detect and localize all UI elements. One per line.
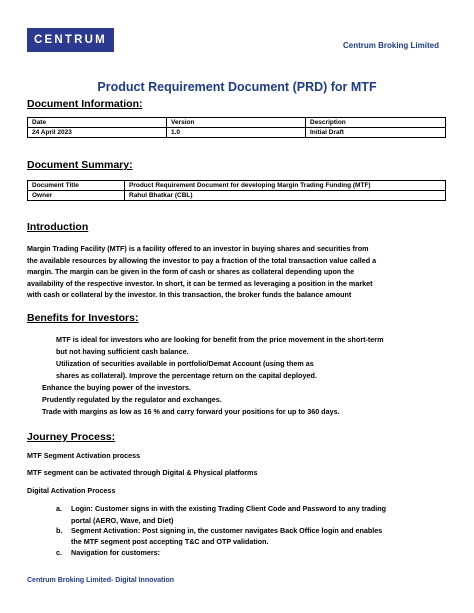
introduction-heading: Introduction — [27, 221, 89, 233]
journey-heading: Journey Process: — [27, 431, 116, 443]
table-cell: Product Requirement Document for developing Margin Trading Funding (MTF) — [125, 181, 446, 191]
table-header-cell: Date — [28, 118, 167, 128]
paragraph-line: the available resources by allowing the investor to pay a fraction of the total transaction value called a — [27, 255, 377, 265]
table-cell: Initial Draft — [306, 128, 446, 138]
table-cell: Rahul Bhatkar (CBL) — [125, 191, 446, 201]
journey-paragraph: MTF segment can be activated through Digital & Physical platforms — [27, 468, 258, 477]
benefit-line: Prudently regulated by the regulator and exchanges. — [42, 395, 222, 404]
doc-summary-heading: Document Summary: — [27, 159, 133, 171]
journey-paragraph: Digital Activation Process — [27, 486, 116, 495]
paragraph-line: availability of the respective investor. In short, it can be termed as leveraging a position in the market — [27, 278, 373, 288]
doc-info-table — [27, 117, 446, 138]
centrum-logo — [27, 28, 114, 52]
list-item-line: the MTF segment post accepting T&C and OTP validation. — [71, 537, 269, 546]
benefit-line: Enhance the buying power of the investors. — [42, 383, 191, 392]
introduction-paragraph — [27, 243, 446, 301]
list-item-marker: a. — [56, 504, 62, 513]
logo-text: CENTRUM — [34, 34, 107, 46]
list-item-line: Segment Activation: Post signing in, the customer navigates Back Office login and enables — [71, 526, 383, 535]
journey-paragraph: MTF Segment Activation process — [27, 451, 141, 460]
benefit-line: MTF is ideal for investors who are looking for benefit from the price movement in the short-term — [56, 335, 384, 344]
document-title: Product Requirement Document (PRD) for MTF — [97, 80, 377, 94]
paragraph-line: Margin Trading Facility (MTF) is a facility offered to an investor in buying shares and securities from — [27, 244, 369, 253]
table-cell: 1.0 — [167, 128, 306, 138]
table-row — [28, 181, 446, 191]
table-header-cell: Version — [167, 118, 306, 128]
paragraph-line: with cash or collateral by the investor. In this transaction, the broker funds the balance amount — [27, 290, 352, 300]
list-item-marker: b. — [56, 526, 63, 535]
benefit-line: Utilization of securities available in portfolio/Demat Account (using them as — [56, 359, 314, 368]
table-header-row — [28, 118, 446, 128]
company-name: Centrum Broking Limited — [342, 41, 439, 50]
table-header-cell: Description — [306, 118, 446, 128]
list-item-line: portal (AERO, Wave, and Diet) — [71, 516, 174, 525]
table-row — [28, 191, 446, 201]
footer-text: Centrum Broking Limited- Digital Innovation — [27, 577, 174, 584]
benefits-heading: Benefits for Investors: — [27, 312, 139, 324]
table-cell: Owner — [28, 191, 125, 201]
table-cell: 24 April 2023 — [28, 128, 167, 138]
doc-info-heading: Document Information: — [27, 98, 143, 110]
table-row — [28, 128, 446, 138]
list-item-line: Login: Customer signs in with the existing Trading Client Code and Password to any trading — [71, 504, 387, 513]
paragraph-line: margin. The margin can be given in the form of cash or shares as collateral depending upon the — [27, 267, 355, 277]
list-item-marker: c. — [56, 548, 62, 557]
table-cell: Document Title — [28, 181, 125, 191]
list-item-line: Navigation for customers: — [71, 548, 161, 557]
benefit-line: shares as collateral). Improve the percentage return on the capital deployed. — [56, 371, 317, 380]
benefit-line: but not having sufficient cash balance. — [56, 347, 189, 356]
benefit-line: Trade with margins as low as 16 % and carry forward your positions for up to 360 days. — [42, 407, 340, 416]
doc-summary-table — [27, 180, 446, 201]
